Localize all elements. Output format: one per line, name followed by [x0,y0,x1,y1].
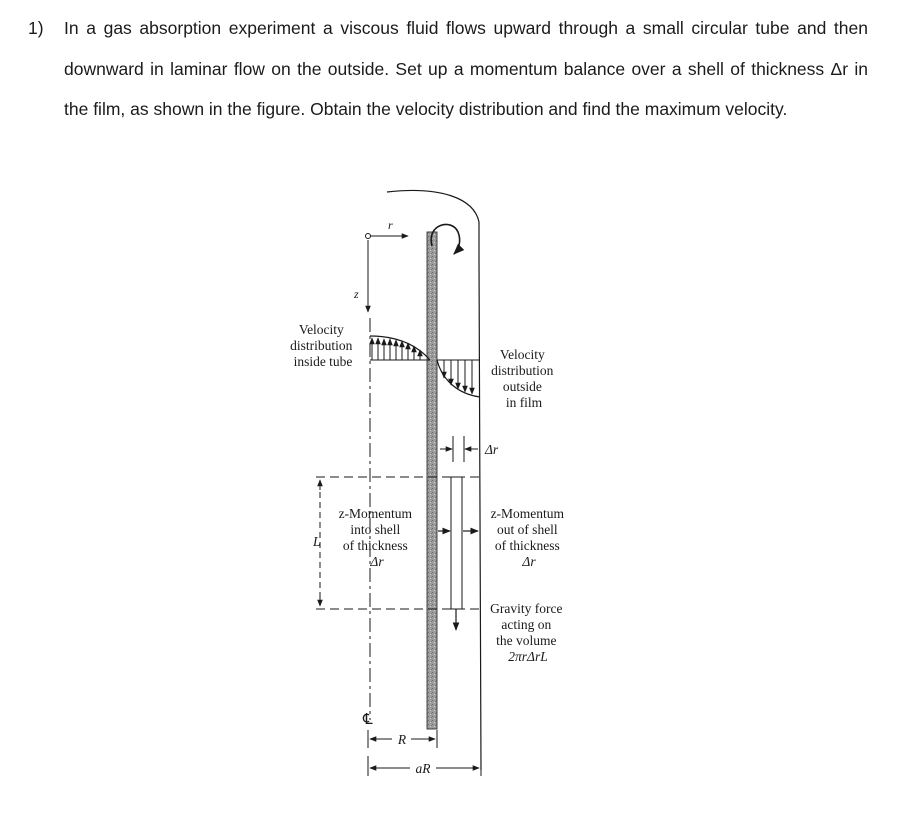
outside-profile-arrows [444,360,472,394]
length-label: L [313,534,321,549]
centerline-symbol: ℄ [363,712,373,728]
thin-shell [451,477,462,609]
inside-velocity-label: Velocity distribution inside tube [290,322,353,369]
radius-R-label: R [397,732,407,747]
gravity-label: Gravity force acting on the volume 2πrΔrL [490,601,563,664]
problem-number: 1) [28,18,44,38]
origin-point [366,234,371,239]
inside-profile-arrows [372,338,420,360]
momentum-out-label: z-Momentum out of shell of thickness Δr [490,506,565,569]
radius-aR-label: aR [415,761,431,776]
delta-r-label: Δr [485,442,499,457]
inside-profile-curve [370,336,430,360]
z-axis-label: z [354,287,359,301]
momentum-in-label: z-Momentum into shell of thickness Δr [338,506,413,569]
problem-text: In a gas absorption experiment a viscous fluid flows upward through a small circular tube and then downward in laminar flow on the outside. Set up a momentum balance over a shell of thickness Δr in the film, as shown in the figure. Obtain the velocity distribution and find the maximum velocity. [64,18,868,119]
r-axis-label: r [388,218,393,232]
tube-wall [427,232,437,729]
outside-velocity-label: Velocity distribution outside in film [491,347,554,410]
